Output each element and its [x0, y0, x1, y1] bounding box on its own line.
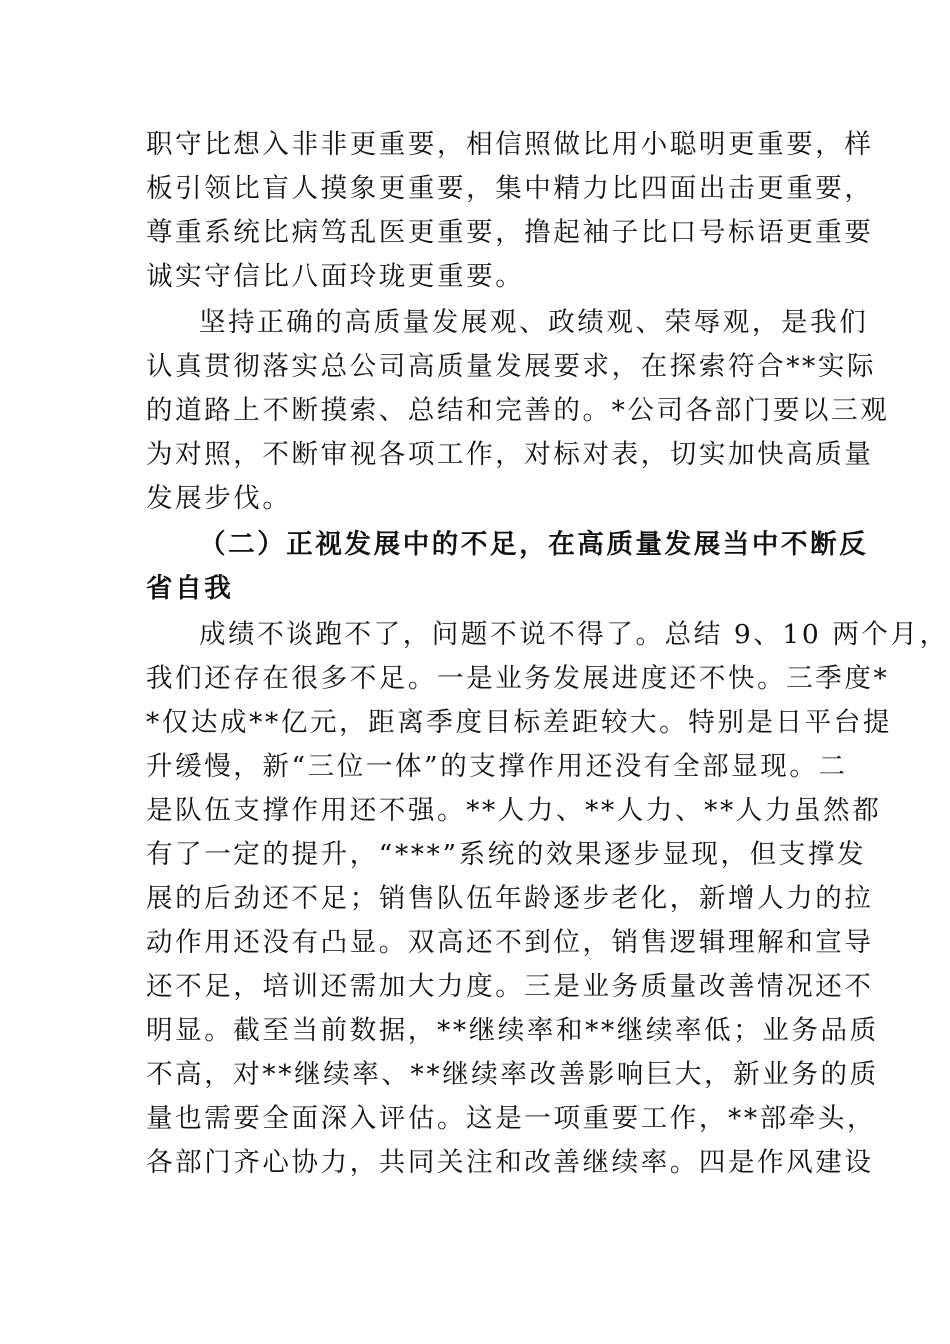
paragraph-2-line-2: 认真贯彻落实总公司高质量发展要求，在探索符合**实际 — [146, 351, 877, 382]
paragraph-1-line-2: 板引领比盲人摸象更重要，集中精力比四面出击更重要， — [146, 173, 874, 204]
paragraph-1-line-4: 诚实守信比八面玲珑更重要。 — [146, 261, 525, 292]
paragraph-3-line-12: 量也需要全面深入评估。这是一项重要工作，**部牵头， — [146, 1103, 877, 1134]
paragraph-2-line-5: 发展步伐。 — [146, 483, 292, 514]
paragraph-2-line-1: 坚持正确的高质量发展观、政绩观、荣辱观，是我们 — [199, 307, 869, 338]
paragraph-3-line-8: 动作用还没有凸显。双高还不到位，销售逻辑理解和宣导 — [146, 927, 874, 958]
paragraph-2-line-4: 为对照，不断审视各项工作，对标对表，切实加快高质量 — [146, 439, 874, 470]
paragraph-1-line-1: 职守比想入非非更重要，相信照做比用小聪明更重要，样 — [146, 129, 874, 160]
paragraph-3-line-11: 不高，对**继续率、**继续率改善影响巨大，新业务的质 — [146, 1059, 879, 1090]
paragraph-3-line-1: 成绩不谈跑不了，问题不说不得了。总结 9、10 两个月， — [199, 619, 949, 650]
section-heading-line-1: （二）正视发展中的不足，在高质量发展当中不断反 — [199, 529, 869, 560]
paragraph-3-line-9: 还不足，培训还需加大力度。三是业务质量改善情况还不 — [146, 971, 874, 1002]
paragraph-3-line-10: 明显。截至当前数据，**继续率和**继续率低；业务品质 — [146, 1015, 879, 1046]
paragraph-3-line-6: 有了一定的提升，“***”系统的效果逐步显现，但支撑发 — [146, 839, 867, 870]
section-heading-line-2: 省自我 — [146, 573, 234, 604]
paragraph-3-line-13: 各部门齐心协力，共同关注和改善继续率。四是作风建设 — [146, 1147, 874, 1178]
paragraph-3-line-2: 我们还存在很多不足。一是业务发展进度还不快。三季度* — [146, 663, 890, 694]
paragraph-2-line-3: 的道路上不断摸索、总结和完善的。*公司各部门要以三观 — [146, 395, 890, 426]
paragraph-3-line-4: 升缓慢，新“三位一体”的支撑作用还没有全部显现。二 — [146, 751, 848, 782]
paragraph-1-line-3: 尊重系统比病笃乱医更重要，撸起袖子比口号标语更重要 — [146, 217, 874, 248]
paragraph-3-line-5: 是队伍支撑作用还不强。**人力、**人力、**人力虽然都 — [146, 795, 882, 826]
paragraph-3-line-7: 展的后劲还不足；销售队伍年龄逐步老化，新增人力的拉 — [146, 883, 874, 914]
paragraph-3-line-3: *仅达成**亿元，距离季度目标差距较大。特别是日平台提 — [146, 707, 892, 738]
